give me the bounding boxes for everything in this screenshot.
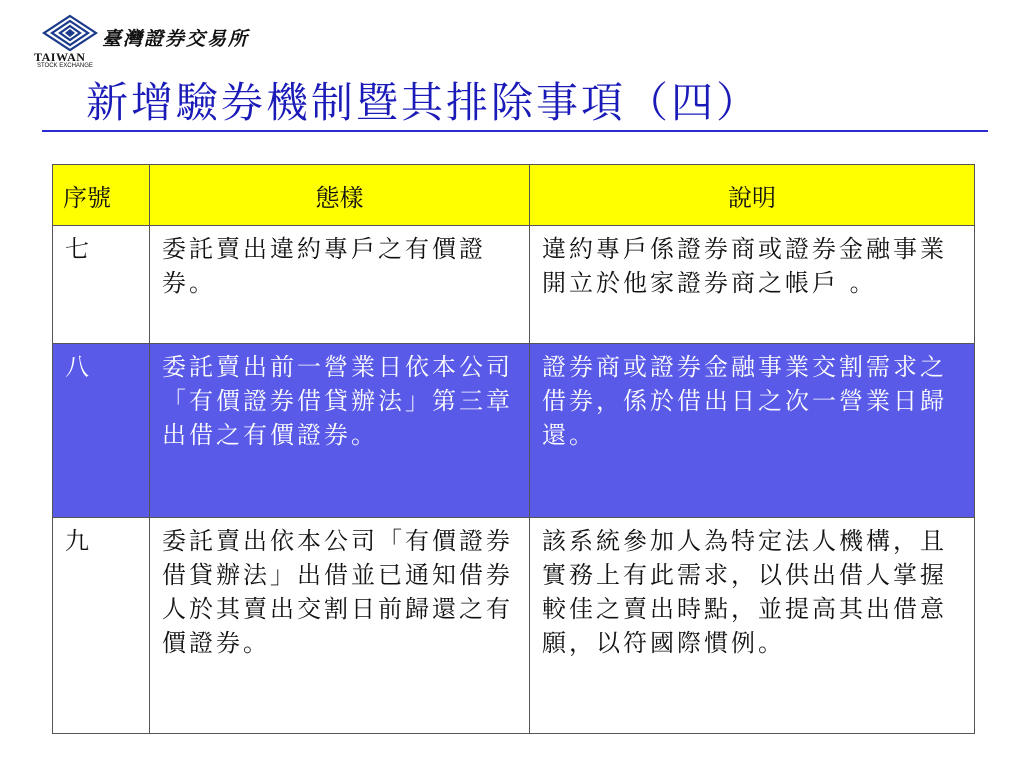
row-type: 委託賣出依本公司「有價證券借貸辦法」出借並已通知借券人於其賣出交割日前歸還之有價證券。 [150,518,530,734]
row-description: 證券商或證券金融事業交割需求之借券，係於借出日之次一營業日歸還。 [530,344,975,518]
header-description: 說明 [530,165,975,226]
logo-english-subtitle: STOCK EXCHANGE [37,63,93,69]
table-row [53,226,975,344]
logo-english-name: TAIWAN [34,50,86,64]
row-description: 該系統參加人為特定法人機構，且實務上有此需求，以供出借人掌握較佳之賣出時點，並提高其出借意願，以符國際慣例。 [530,518,975,734]
title-divider [42,130,988,132]
row-number: 九 [53,518,150,734]
logo-chinese-name: 臺灣證券交易所 [102,28,250,50]
header-type: 態樣 [150,165,530,226]
rules-table [52,164,975,734]
exchange-logo [20,10,290,70]
header-number: 序號 [53,165,150,226]
twse-logo-icon [42,14,98,52]
row-description: 違約專戶係證券商或證券金融事業開立於他家證券商之帳戶 。 [530,226,975,344]
row-number: 八 [53,344,150,518]
page-title: 新增驗券機制暨其排除事項（四） [86,78,762,127]
row-type: 委託賣出違約專戶之有價證券。 [150,226,530,344]
table-row-highlighted [53,344,975,518]
table-row [53,518,975,734]
row-type: 委託賣出前一營業日依本公司「有價證券借貸辦法」第三章出借之有價證券。 [150,344,530,518]
table-header-row [53,165,975,226]
row-number: 七 [53,226,150,344]
